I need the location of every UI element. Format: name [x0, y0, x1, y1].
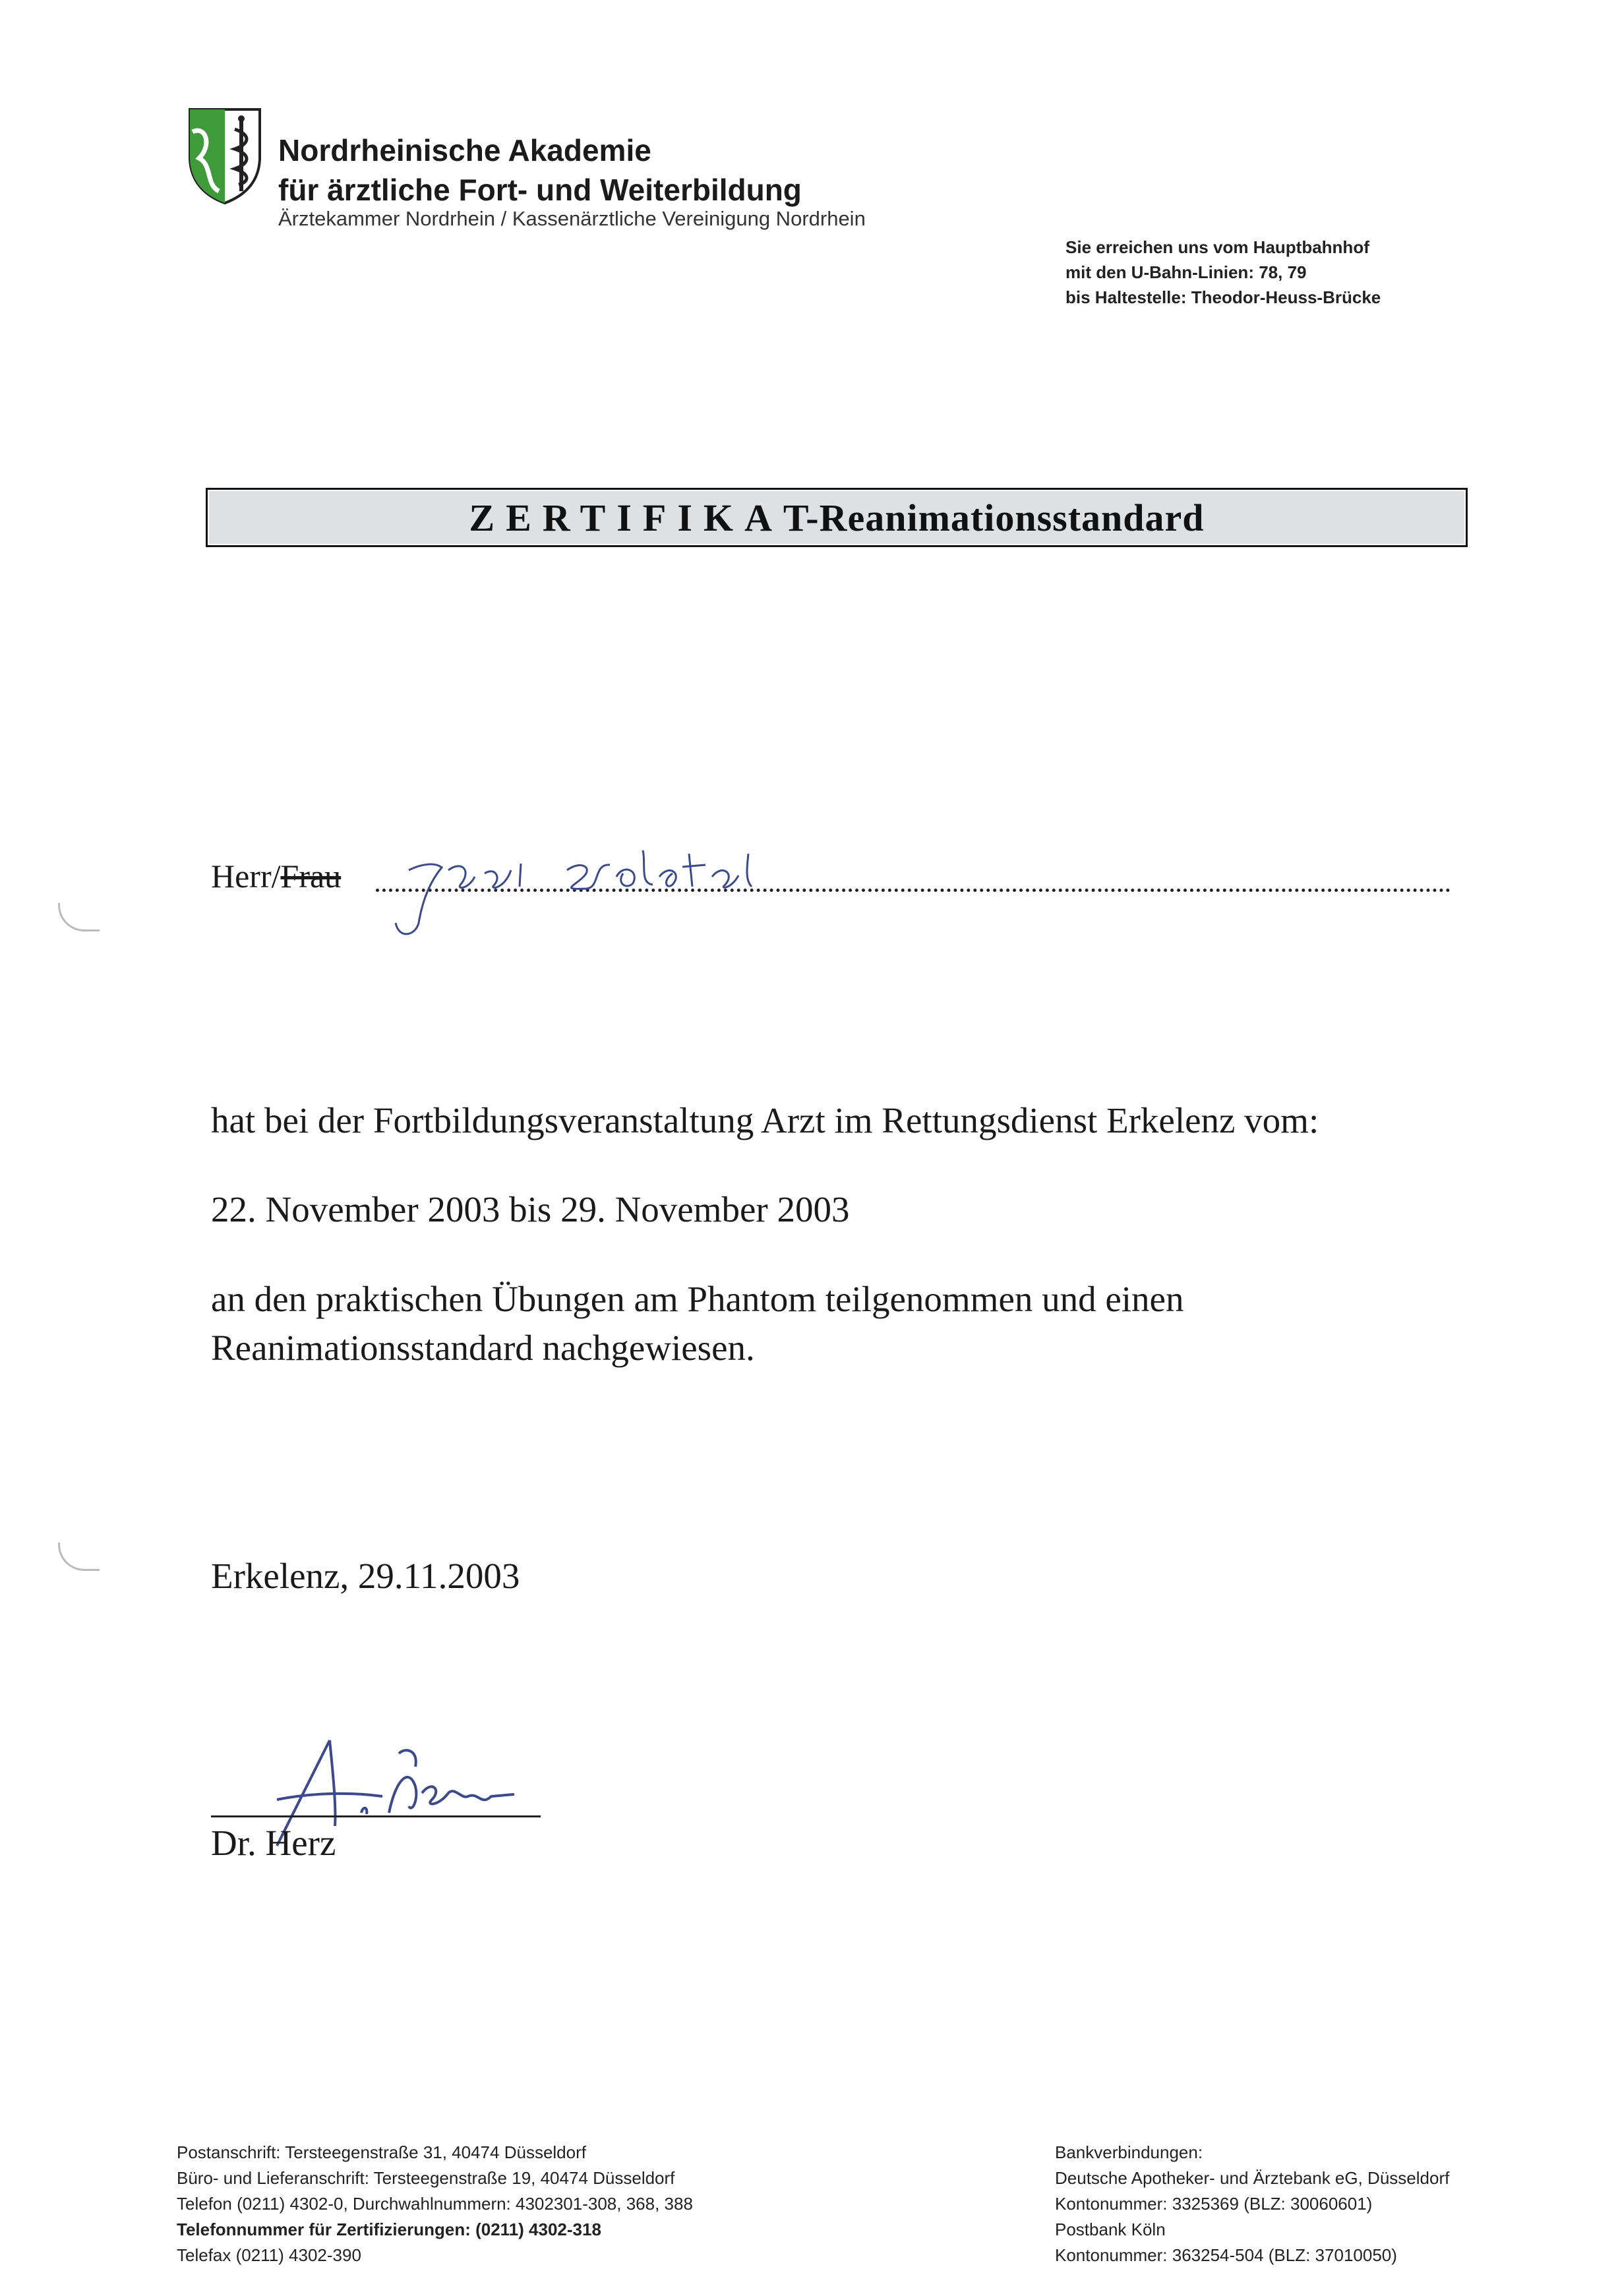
organization-name-line2: für ärztliche Fort- und Weiterbildung: [278, 173, 802, 207]
certificate-title-spaced: ZERTIFIKA: [469, 496, 783, 539]
footer-fax: Telefax (0211) 4302-390: [177, 2245, 361, 2265]
punch-hole-mark: [58, 903, 100, 931]
footer-phone: Telefon (0211) 4302-0, Durchwahlnummern: 4302301-308, 368, 388: [177, 2194, 693, 2214]
body-line-4: Reanimationsstandard nachgewiesen.: [211, 1328, 755, 1368]
directions-note: [1065, 235, 1381, 310]
salutation-herr: Herr: [211, 858, 272, 895]
directions-line: Sie erreichen uns vom Hauptbahnhof: [1065, 237, 1369, 257]
footer-addresses: [177, 2140, 693, 2268]
course-dates: 22. November 2003 bis 29. November 2003: [211, 1189, 850, 1229]
footer-bank-details: [1055, 2140, 1449, 2268]
punch-hole-mark: [58, 1543, 100, 1571]
organization-name-line1: Nordrheinische Akademie: [278, 133, 651, 167]
footer-bank-heading: Bankverbindungen:: [1055, 2142, 1203, 2162]
signature-line: [211, 1815, 541, 1817]
organization-subline: Ärztekammer Nordrhein / Kassenärztliche Vereinigung Nordrhein: [278, 207, 866, 230]
nrw-coat-of-arms-with-aesculapian-staff-icon: [186, 105, 264, 206]
certificate-title: [469, 496, 1204, 540]
directions-line: mit den U-Bahn-Linien: 78, 79: [1065, 262, 1307, 282]
signer-name: Dr. Herz: [211, 1823, 336, 1863]
footer-bank-2: Postbank Köln: [1055, 2220, 1166, 2239]
footer-postal-address: Postanschrift: Tersteegenstraße 31, 40474 Düsseldorf: [177, 2142, 586, 2162]
footer-account-2: Kontonummer: 363254-504 (BLZ: 37010050): [1055, 2245, 1397, 2265]
body-line-3: an den praktischen Übungen am Phantom teilgenommen und einen: [211, 1279, 1184, 1319]
certificate-title-rest: T-Reanimationsstandard: [783, 496, 1205, 539]
footer-office-address: Büro- und Lieferanschrift: Tersteegenstraße 19, 40474 Düsseldorf: [177, 2168, 675, 2188]
salutation: Herr/Frau: [211, 858, 342, 895]
handwritten-name: [363, 824, 837, 943]
organization-name: [278, 131, 802, 210]
footer-account-1: Kontonummer: 3325369 (BLZ: 30060601): [1055, 2194, 1373, 2214]
footer-certification-phone: Telefonnummer für Zertifizierungen: (0211) 4302-318: [177, 2220, 601, 2239]
directions-line: bis Haltestelle: Theodor-Heuss-Brücke: [1065, 287, 1381, 307]
place-and-date: Erkelenz, 29.11.2003: [211, 1556, 520, 1596]
certificate-title-box: [206, 488, 1468, 547]
salutation-frau-struck: Frau: [280, 858, 342, 895]
body-line-1: hat bei der Fortbildungsveranstaltung Arzt im Rettungsdienst Erkelenz vom:: [211, 1100, 1319, 1140]
recipient-line: [211, 850, 1451, 903]
footer-bank-1: Deutsche Apotheker- und Ärztebank eG, Düsseldorf: [1055, 2168, 1450, 2188]
